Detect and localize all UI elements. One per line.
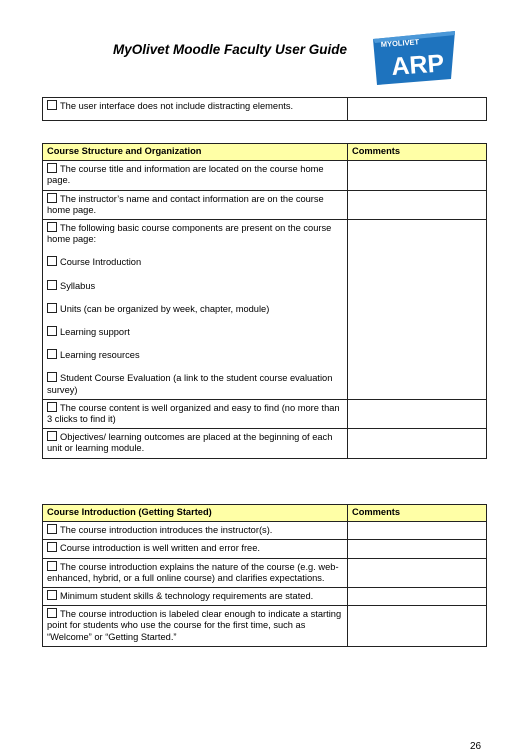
checklist-cell [43,588,348,606]
checkbox[interactable] [47,372,57,382]
comments-cell[interactable] [348,220,487,400]
checklist-item-text: Minimum student skills & technology requirements are stated. [60,591,314,602]
table-row [43,98,487,121]
checklist-item-text: Learning support [60,327,130,338]
checkbox[interactable] [47,193,57,203]
checklist-item-text: The course introduction is labeled clear enough to indicate a starting point for students who use the course for the first time, such as “Welcome” or “Getting Started.” [47,609,342,642]
logo-main-text: ARP [390,49,446,81]
table-ui-continuation [42,97,487,121]
checkbox[interactable] [47,349,57,359]
checklist-cell [43,399,348,428]
checklist-item [47,163,344,186]
table-row [43,588,487,606]
checklist-item [47,372,344,395]
checkbox[interactable] [47,608,57,618]
checklist-cell [43,558,348,587]
checklist-item-text: The course title and information are located on the course home page. [47,164,324,186]
checkbox[interactable] [47,163,57,173]
comments-cell[interactable] [348,606,487,647]
comments-cell[interactable] [348,98,487,121]
checklist-item-text: The course content is well organized and easy to find (no more than 3 clicks to find it) [47,402,340,425]
header-comments: Comments [348,144,487,161]
checklist-item [47,326,344,338]
comments-cell[interactable] [348,540,487,558]
checklist-item-text: Objectives/ learning outcomes are placed at the beginning of each unit or learning module. [47,432,333,454]
table-row [43,606,487,647]
table-row [43,161,487,190]
checklist-item [47,608,344,643]
checklist-item [47,590,344,602]
comments-cell[interactable] [348,429,487,458]
checklist-item-text: Units (can be organized by week, chapter, module) [60,303,270,314]
checklist-item [47,561,344,584]
comments-cell[interactable] [348,190,487,219]
checklist-cell [43,98,348,121]
checklist-item-text: The following basic course components are present on the course home page: [47,223,332,245]
checklist-item-text: Student Course Evaluation (a link to the student course evaluation survey) [47,373,333,395]
checkbox[interactable] [47,402,57,412]
checkbox[interactable] [47,524,57,534]
checkbox[interactable] [47,542,57,552]
page-number: 26 [470,741,482,752]
checklist-item [47,524,344,536]
table-row [43,220,487,400]
checklist-cell [43,606,348,647]
checklist-item-text: The user interface does not include distracting elements. [60,101,294,111]
table-row [43,540,487,558]
checkbox[interactable] [47,303,57,313]
checklist-cell [43,429,348,458]
checkbox[interactable] [47,256,57,266]
checkbox[interactable] [47,590,57,600]
checklist-item [47,542,344,554]
checklist-item [47,280,344,292]
checklist-item [47,256,344,268]
checklist-cell [43,220,348,400]
checklist-item-text: Course introduction is well written and error free. [60,543,260,554]
checklist-cell [43,190,348,219]
comments-cell[interactable] [348,522,487,540]
header-course-introduction: Course Introduction (Getting Started) [43,505,348,522]
checklist-item-text: Learning resources [60,350,140,361]
table-row [43,522,487,540]
checklist-item-text: The instructor’s name and contact information are on the course home page. [47,193,324,215]
checklist-cell [43,540,348,558]
header-course-structure: Course Structure and Organization [43,144,348,161]
checklist-item [47,303,344,315]
checklist-item-text: Syllabus [60,280,96,291]
table-row [43,190,487,219]
checklist-item [47,431,344,454]
table-header-row [43,505,487,522]
table-header-row [43,144,487,161]
checkbox[interactable] [47,431,57,441]
checklist-item [47,222,344,245]
checklist-cell [43,161,348,190]
myolivet-arp-logo [371,31,457,85]
table-row [43,399,487,428]
table-row [43,558,487,587]
checklist-item-text: Course Introduction [60,257,142,268]
comments-cell[interactable] [348,161,487,190]
checklist-item [47,402,344,425]
checklist-cell [43,522,348,540]
header-comments: Comments [348,505,487,522]
document-header-title: MyOlivet Moodle Faculty User Guide [112,42,348,57]
checklist-item [47,193,344,216]
logo-top-text: MYOLIVET [380,37,420,49]
comments-cell[interactable] [348,399,487,428]
checklist-item [47,100,344,112]
comments-cell[interactable] [348,558,487,587]
checkbox[interactable] [47,326,57,336]
comments-cell[interactable] [348,588,487,606]
checkbox[interactable] [47,280,57,290]
checkbox[interactable] [47,222,57,232]
checklist-item [47,349,344,361]
checklist-item-text: The course introduction explains the nature of the course (e.g. web-enhanced, hybrid, or a full online course) and clarifies expectations. [47,561,339,583]
table-row [43,429,487,458]
checkbox[interactable] [47,561,57,571]
table-course-structure [42,143,487,459]
table-course-introduction [42,504,487,647]
checkbox[interactable] [47,100,57,110]
checklist-item-text: The course introduction introduces the instructor(s). [60,525,273,536]
